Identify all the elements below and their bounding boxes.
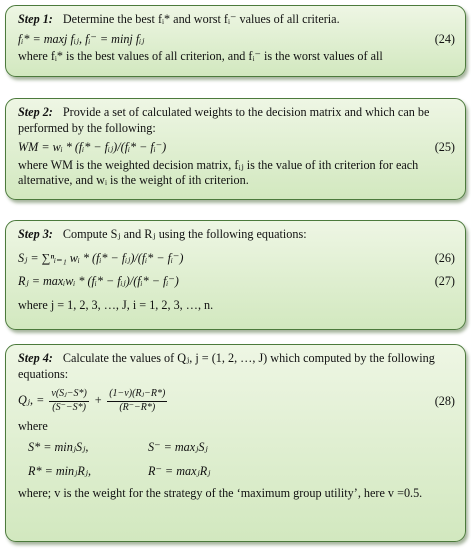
equation-27-expr: Rⱼ = maxᵢwᵢ * (fᵢ* − fᵢⱼ)/(fᵢ* − fᵢ⁻)	[18, 274, 179, 289]
plus-sign: +	[93, 393, 103, 408]
step3-note: where j = 1, 2, 3, …, J, i = 1, 2, 3, …, n.	[18, 297, 214, 312]
step2-box	[5, 98, 466, 200]
def-s-star: S* = minⱼSⱼ,	[28, 440, 89, 455]
step1-text: Determine the best fᵢ* and worst fᵢ⁻ values of all criteria.	[62, 12, 340, 26]
equation-25	[18, 140, 455, 156]
fraction-1	[49, 388, 89, 415]
step4-definitions	[28, 440, 455, 479]
step1-box	[5, 5, 466, 77]
equation-28-lhs: Qⱼ, =	[18, 393, 45, 408]
equation-25-number: (25)	[434, 140, 455, 155]
equation-28-expr	[18, 388, 415, 415]
step3-label: Step 3:	[18, 227, 53, 241]
equation-25-expr: WM = wᵢ * (fᵢ* − fᵢⱼ)/(fᵢ* − fᵢ⁻)	[18, 140, 167, 155]
fraction-2-denominator: (R⁻−R*)	[119, 402, 156, 414]
step1-label: Step 1:	[18, 12, 53, 26]
step4-text: Calculate the values of Qⱼ, j = (1, 2, …, J) which computed by the following equations:	[18, 351, 435, 381]
step4-heading	[18, 351, 455, 382]
step4-where: where	[18, 418, 48, 433]
fraction-2	[107, 388, 167, 415]
fraction-1-numerator: v(Sⱼ−S*)	[49, 388, 89, 402]
fraction-1-denominator: (S⁻−S*)	[52, 402, 86, 414]
fraction-2-numerator: (1−v)(Rⱼ−R*)	[107, 388, 167, 402]
equation-28	[18, 388, 455, 415]
equation-24-expr: fᵢ* = maxj fᵢⱼ, fᵢ⁻ = minj fᵢⱼ	[18, 31, 145, 46]
def-r-star: R* = minⱼRⱼ,	[28, 464, 92, 479]
step2-label: Step 2:	[18, 105, 53, 119]
equation-24	[18, 32, 455, 48]
equation-26	[18, 251, 455, 267]
step4-box	[5, 344, 466, 542]
def-r-minus: R⁻ = maxⱼRⱼ	[148, 464, 211, 479]
step3-heading	[18, 227, 455, 243]
step4-label: Step 4:	[18, 351, 53, 365]
step2-note: where WM is the weighted decision matrix, fᵢⱼ is the value of ith criterion for each alternative, and wᵢ is the weight of ith criterion.	[18, 157, 419, 188]
step3-box	[5, 220, 466, 330]
step4-note: where; v is the weight for the strategy of the ‘maximum group utility’, here v =0.5.	[18, 485, 423, 500]
equation-27	[18, 274, 455, 290]
step2-heading	[18, 105, 455, 136]
step1-note: where fᵢ* is the best values of all criterion, and fᵢ⁻ is the worst values of all	[18, 49, 383, 64]
equation-27-number: (27)	[434, 274, 455, 289]
equation-28-number: (28)	[434, 393, 455, 408]
equation-26-expr: Sⱼ = ∑ⁿᵢ₌₁ wᵢ * (fᵢ* − fᵢⱼ)/(fᵢ* − fᵢ⁻)	[18, 250, 184, 265]
equation-26-number: (26)	[434, 250, 455, 265]
step2-text: Provide a set of calculated weights to the decision matrix and which can be performed by the following:	[18, 105, 430, 135]
def-s-minus: S⁻ = maxⱼSⱼ	[148, 440, 208, 455]
equation-24-number: (24)	[434, 31, 455, 46]
step3-text: Compute Sⱼ and Rⱼ using the following equations:	[62, 227, 307, 241]
step1-heading	[18, 12, 455, 28]
